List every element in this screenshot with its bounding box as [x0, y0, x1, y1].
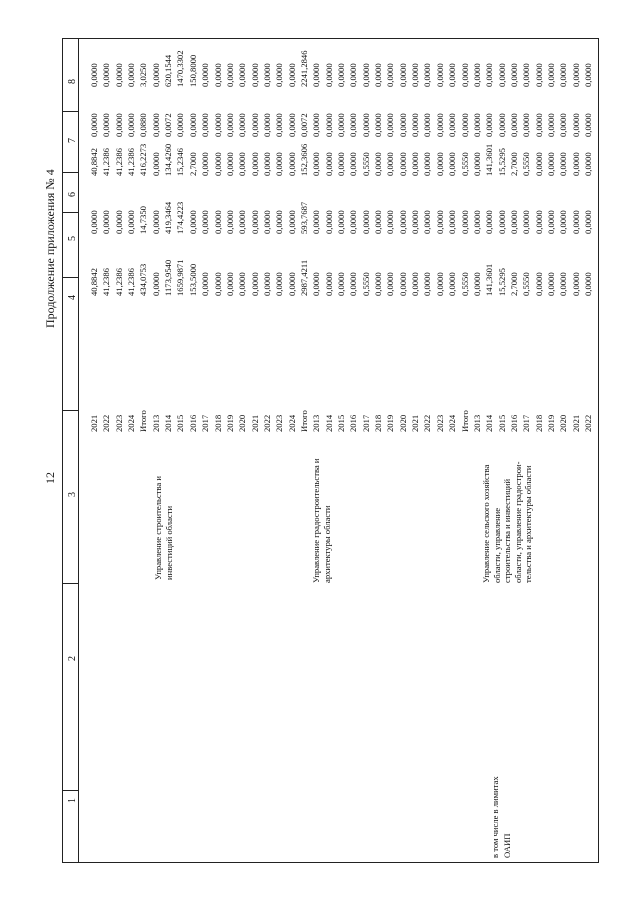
year-cell: Итого	[298, 410, 309, 432]
year-cell: 2020	[237, 414, 248, 432]
value-c5: 0,0000	[521, 210, 532, 234]
value-c6: 0,0000	[410, 152, 421, 176]
value-c7: 0,0000	[583, 113, 593, 137]
value-c5: 0,0000	[422, 210, 433, 234]
value-c7: 0,0000	[385, 113, 396, 137]
value-c7: 0,0000	[521, 113, 532, 137]
value-c6: 15,2346	[175, 148, 186, 176]
value-c7: 0,0000	[533, 113, 544, 137]
column-boundary-3-4	[62, 410, 78, 411]
year-cell: 2015	[496, 414, 507, 432]
value-c5: 0,0000	[471, 210, 482, 234]
year-cell: 2024	[447, 414, 458, 432]
page-number: 12	[43, 472, 57, 484]
value-c8: 0,0000	[558, 63, 569, 87]
year-cell: 2016	[348, 414, 359, 432]
year-cell: 2019	[385, 414, 396, 432]
organisation-label: тельства и архитектуры области	[523, 465, 533, 583]
value-c7: 0,0000	[397, 113, 408, 137]
value-c7: 0,0000	[323, 113, 334, 137]
value-c6: 41,2386	[101, 148, 112, 176]
value-c7: 0,0000	[212, 113, 223, 137]
value-c8: 0,0000	[447, 63, 458, 87]
value-c4: 0,0000	[237, 272, 248, 296]
year-cell: Итого	[138, 410, 149, 432]
value-c8: 0,0000	[508, 63, 519, 87]
table-border-left	[62, 38, 63, 862]
value-c8: 0,0000	[471, 63, 482, 87]
value-c7: 0,0880	[138, 113, 149, 137]
value-c4: 434,0753	[138, 263, 149, 296]
value-c4: 0,0000	[150, 272, 161, 296]
column-number-6: 6	[67, 191, 78, 197]
value-c6: 15,5295	[496, 148, 507, 176]
year-cell: 2024	[286, 414, 297, 432]
value-c7: 0,0000	[101, 113, 112, 137]
year-cell: 2020	[397, 414, 408, 432]
column-number-5: 5	[67, 235, 78, 241]
value-c8: 0,0000	[89, 63, 99, 87]
year-cell: 2023	[113, 414, 124, 432]
value-c6: 0,0000	[323, 152, 334, 176]
value-c6: 0,0000	[545, 152, 556, 176]
appendix-caption: Продолжение приложения № 4	[43, 168, 57, 328]
value-c7: 0,0000	[150, 113, 161, 137]
value-c7: 0,0000	[274, 113, 285, 137]
year-cell: 2023	[434, 414, 445, 432]
value-c4: 153,5000	[187, 263, 198, 296]
value-c5: 0,0000	[385, 210, 396, 234]
value-c4: 0,0000	[261, 272, 272, 296]
value-c8: 0,0000	[126, 63, 137, 87]
value-c6: 0,0000	[397, 152, 408, 176]
value-c6: 0,0000	[311, 152, 322, 176]
value-c5: 0,0000	[113, 210, 124, 234]
value-c6: 0,5550	[521, 152, 532, 176]
year-cell: 2019	[224, 414, 235, 432]
value-c5: 0,0000	[496, 210, 507, 234]
value-c4: 0,0000	[533, 272, 544, 296]
column-boundary-4-5	[62, 277, 78, 278]
year-cell: 2016	[508, 414, 519, 432]
value-c4: 0,0000	[410, 272, 421, 296]
year-cell: 2023	[274, 414, 285, 432]
value-c5: 0,0000	[212, 210, 223, 234]
value-c8: 0,0000	[237, 63, 248, 87]
organisation-label: архитектуры области	[321, 505, 332, 583]
value-c4: 0,5550	[459, 272, 470, 296]
value-c8: 0,0000	[336, 63, 346, 87]
value-c8: 150,8000	[187, 54, 198, 87]
value-c6: 0,0000	[471, 152, 482, 176]
year-cell: 2022	[583, 414, 593, 432]
value-c5: 0,0000	[224, 210, 235, 234]
column-boundary-2-3	[62, 583, 78, 584]
value-c8: 0,0000	[385, 63, 396, 87]
column-number-7: 7	[67, 137, 78, 143]
value-c5: 0,0000	[373, 210, 384, 234]
column-boundary-7-8	[62, 111, 78, 112]
value-c8: 2241,2846	[298, 50, 309, 87]
value-c4: 41,2386	[126, 268, 137, 296]
value-c8: 0,0000	[212, 63, 223, 87]
value-c4: 0,0000	[558, 272, 569, 296]
value-c6: 0,0000	[274, 152, 285, 176]
organisation-label: Управление сельского хозяйства	[481, 464, 491, 583]
year-cell: 2014	[484, 414, 495, 432]
value-c4: 0,0000	[447, 272, 458, 296]
value-c5: 0,0000	[187, 210, 198, 234]
value-c5: 174,4223	[175, 201, 186, 234]
value-c6: 0,0000	[558, 152, 569, 176]
value-c7: 0,0000	[200, 113, 211, 137]
value-c4: 0,0000	[373, 272, 384, 296]
value-c6: 0,5550	[360, 152, 371, 176]
year-cell: 2018	[212, 414, 223, 432]
value-c6: 134,4260	[163, 143, 174, 176]
value-c7: 0,0000	[447, 113, 458, 137]
value-c5: 14,7350	[138, 206, 149, 234]
value-c5: 593,7687	[298, 201, 309, 234]
table-border-right	[598, 38, 599, 862]
column-number-3: 3	[67, 491, 78, 497]
value-c8: 620,1544	[163, 54, 174, 87]
value-c4: 0,0000	[471, 272, 482, 296]
value-c4: 0,0000	[434, 272, 445, 296]
value-c7: 0,0000	[484, 113, 495, 137]
value-c6: 0,0000	[286, 152, 297, 176]
value-c8: 0,0000	[360, 63, 371, 87]
value-c7: 0,0000	[237, 113, 248, 137]
value-c4: 0,5550	[360, 272, 371, 296]
value-c8: 0,0000	[496, 63, 507, 87]
value-c8: 0,0000	[434, 63, 445, 87]
value-c7: 0,0000	[187, 113, 198, 137]
year-cell: 2022	[101, 414, 112, 432]
value-c4: 141,3601	[484, 263, 495, 296]
value-c7: 0,0000	[249, 113, 260, 137]
value-c6: 0,0000	[249, 152, 260, 176]
value-c5: 0,0000	[570, 210, 581, 234]
value-c4: 0,0000	[348, 272, 359, 296]
column-boundary-6-7	[62, 172, 78, 173]
value-c6: 0,0000	[385, 152, 396, 176]
value-c8: 0,0000	[348, 63, 359, 87]
value-c8: 0,0000	[261, 63, 272, 87]
value-c4: 0,0000	[311, 272, 322, 296]
value-c5: 0,0000	[336, 210, 346, 234]
year-cell: 2024	[126, 414, 137, 432]
value-c6: 0,0000	[150, 152, 161, 176]
value-c5: 0,0000	[286, 210, 297, 234]
value-c8: 0,0000	[274, 63, 285, 87]
value-c5: 0,0000	[274, 210, 285, 234]
year-cell: 2013	[150, 414, 161, 432]
value-c5: 0,0000	[484, 210, 495, 234]
column-number-1: 1	[67, 797, 78, 803]
value-c8: 0,0000	[311, 63, 322, 87]
value-c8: 0,0000	[200, 63, 211, 87]
year-cell: 2018	[373, 414, 384, 432]
value-c6: 0,0000	[336, 152, 346, 176]
value-c8: 0,0000	[410, 63, 421, 87]
value-c8: 0,0000	[583, 63, 593, 87]
value-c8: 0,0000	[397, 63, 408, 87]
organisation-label: строительства и инвестиций	[502, 478, 512, 583]
value-c6: 41,2386	[113, 148, 124, 176]
value-c8: 0,0000	[521, 63, 532, 87]
value-c4: 0,0000	[570, 272, 581, 296]
table-border-top	[62, 38, 598, 39]
value-c5: 0,0000	[508, 210, 519, 234]
value-c8: 0,0000	[323, 63, 334, 87]
value-c8: 0,0000	[249, 63, 260, 87]
value-c4: 15,5295	[496, 268, 507, 296]
value-c7: 0,0000	[261, 113, 272, 137]
column-boundary-1-2	[62, 790, 78, 791]
value-c7: 0,0000	[434, 113, 445, 137]
value-c8: 0,0000	[224, 63, 235, 87]
value-c7: 0,0000	[508, 113, 519, 137]
value-c8: 0,0000	[422, 63, 433, 87]
value-c6: 0,0000	[237, 152, 248, 176]
value-c5: 0,0000	[89, 210, 99, 234]
value-c4: 0,0000	[323, 272, 334, 296]
value-c5: 0,0000	[150, 210, 161, 234]
value-c4: 0,0000	[200, 272, 211, 296]
year-cell: 2021	[570, 414, 581, 432]
value-c6: 141,3601	[484, 143, 495, 176]
value-c7: 0,0072	[298, 113, 309, 137]
year-cell: 2015	[175, 414, 186, 432]
value-c8: 0,0000	[570, 63, 581, 87]
value-c4: 0,5550	[521, 272, 532, 296]
value-c7: 0,0000	[113, 113, 124, 137]
column-number-2: 2	[67, 655, 78, 661]
year-cell: 2016	[187, 414, 198, 432]
value-c5: 0,0000	[101, 210, 112, 234]
value-c5: 419,3464	[163, 201, 174, 234]
value-c6: 0,5550	[459, 152, 470, 176]
value-c7: 0,0000	[360, 113, 371, 137]
value-c6: 0,0000	[200, 152, 211, 176]
year-cell: Итого	[459, 410, 470, 432]
value-c6: 416,2273	[138, 143, 149, 176]
value-c5: 0,0000	[261, 210, 272, 234]
value-c4: 1659,9871	[175, 259, 186, 296]
value-c4: 0,0000	[397, 272, 408, 296]
value-c8: 0,0000	[545, 63, 556, 87]
value-c7: 0,0000	[410, 113, 421, 137]
value-c6: 0,0000	[261, 152, 272, 176]
year-cell: 2021	[249, 414, 260, 432]
value-c8: 0,0000	[373, 63, 384, 87]
value-c8: 0,0000	[113, 63, 124, 87]
value-c5: 0,0000	[558, 210, 569, 234]
value-c6: 0,0000	[533, 152, 544, 176]
value-c6: 0,0000	[373, 152, 384, 176]
value-c7: 0,0000	[471, 113, 482, 137]
value-c7: 0,0000	[348, 113, 359, 137]
value-c8: 0,0000	[286, 63, 297, 87]
col1-note-line: в том числе в лимитах	[490, 776, 500, 858]
value-c7: 0,0000	[459, 113, 470, 137]
value-c4: 41,2386	[113, 268, 124, 296]
value-c5: 0,0000	[249, 210, 260, 234]
value-c4: 2987,4211	[298, 259, 309, 296]
header-separator	[78, 38, 79, 862]
value-c4: 0,0000	[385, 272, 396, 296]
col1-note-line: ОАИП	[502, 833, 512, 858]
value-c5: 0,0000	[397, 210, 408, 234]
value-c5: 0,0000	[545, 210, 556, 234]
value-c4: 2,7000	[508, 272, 519, 296]
value-c4: 0,0000	[249, 272, 260, 296]
value-c8: 0,0000	[533, 63, 544, 87]
organisation-label: области, управление	[491, 507, 502, 583]
column-number-4: 4	[67, 294, 78, 300]
table-border-bottom	[62, 862, 599, 863]
value-c4: 0,0000	[336, 272, 346, 296]
value-c4: 0,0000	[583, 272, 593, 296]
year-cell: 2020	[558, 414, 569, 432]
value-c7: 0,0000	[126, 113, 137, 137]
value-c6: 2,7000	[508, 152, 519, 176]
value-c4: 0,0000	[224, 272, 235, 296]
value-c7: 0,0000	[175, 113, 186, 137]
value-c5: 0,0000	[200, 210, 211, 234]
value-c5: 0,0000	[459, 210, 470, 234]
value-c7: 0,0000	[89, 113, 99, 137]
value-c4: 41,2386	[101, 268, 112, 296]
value-c4: 0,0000	[274, 272, 285, 296]
value-c6: 0,0000	[422, 152, 433, 176]
value-c7: 0,0000	[558, 113, 569, 137]
value-c7: 0,0000	[224, 113, 235, 137]
value-c6: 152,3606	[298, 143, 309, 176]
value-c5: 0,0000	[237, 210, 248, 234]
value-c7: 0,0000	[545, 113, 556, 137]
value-c7: 0,0000	[336, 113, 346, 137]
value-c6: 41,2386	[126, 148, 137, 176]
year-cell: 2014	[323, 414, 334, 432]
value-c7: 0,0000	[570, 113, 581, 137]
value-c8: 0,0000	[150, 63, 161, 87]
value-c8: 0,0000	[459, 63, 470, 87]
value-c4: 0,0000	[422, 272, 433, 296]
value-c8: 1470,3302	[175, 50, 186, 87]
year-cell: 2017	[360, 414, 371, 432]
organisation-label: области, управление градострои-	[512, 461, 523, 583]
year-cell: 2013	[471, 414, 482, 432]
value-c5: 0,0000	[348, 210, 359, 234]
value-c6: 0,0000	[224, 152, 235, 176]
value-c6: 0,0000	[348, 152, 359, 176]
value-c4: 40,8842	[89, 268, 99, 296]
value-c6: 0,0000	[212, 152, 223, 176]
value-c5: 0,0000	[323, 210, 334, 234]
value-c8: 0,0000	[101, 63, 112, 87]
year-cell: 2018	[533, 414, 544, 432]
value-c6: 0,0000	[447, 152, 458, 176]
year-cell: 2017	[521, 414, 532, 432]
value-c4: 1173,9540	[163, 259, 174, 296]
value-c6: 0,0000	[570, 152, 581, 176]
value-c7: 0,0000	[373, 113, 384, 137]
column-boundary-5-6	[62, 212, 78, 213]
value-c5: 0,0000	[410, 210, 421, 234]
value-c4: 0,0000	[286, 272, 297, 296]
value-c4: 0,0000	[212, 272, 223, 296]
year-cell: 2017	[200, 414, 211, 432]
value-c5: 0,0000	[360, 210, 371, 234]
value-c6: 0,0000	[583, 152, 593, 176]
year-cell: 2015	[336, 414, 346, 432]
value-c5: 0,0000	[533, 210, 544, 234]
year-cell: 2019	[545, 414, 556, 432]
value-c6: 2,7000	[187, 152, 198, 176]
year-cell: 2021	[410, 414, 421, 432]
year-cell: 2014	[163, 414, 174, 432]
year-cell: 2021	[89, 414, 99, 432]
value-c8: 3,0250	[138, 63, 149, 87]
organisation-label: Управление градостроительства и	[311, 458, 321, 583]
value-c5: 0,0000	[447, 210, 458, 234]
year-cell: 2022	[261, 414, 272, 432]
value-c7: 0,0072	[163, 113, 174, 137]
value-c6: 0,0000	[434, 152, 445, 176]
value-c5: 0,0000	[126, 210, 137, 234]
value-c7: 0,0000	[311, 113, 322, 137]
organisation-label: Управление строительства и	[153, 476, 163, 580]
value-c7: 0,0000	[422, 113, 433, 137]
value-c5: 0,0000	[434, 210, 445, 234]
value-c8: 0,0000	[484, 63, 495, 87]
value-c5: 0,0000	[583, 210, 593, 234]
value-c7: 0,0000	[286, 113, 297, 137]
value-c7: 0,0000	[496, 113, 507, 137]
value-c6: 40,8842	[89, 148, 99, 176]
column-number-8: 8	[67, 78, 78, 84]
year-cell: 2013	[311, 414, 322, 432]
value-c4: 0,0000	[545, 272, 556, 296]
organisation-label: инвестиций области	[163, 505, 174, 580]
value-c5: 0,0000	[311, 210, 322, 234]
year-cell: 2022	[422, 414, 433, 432]
